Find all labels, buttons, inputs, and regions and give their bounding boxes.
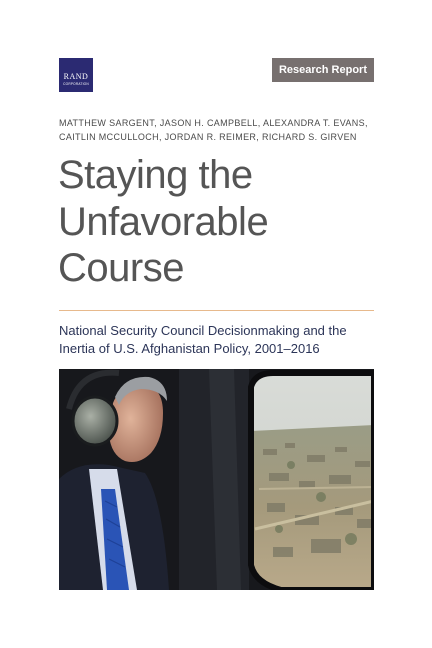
author-line: MATTHEW SARGENT, JASON H. CAMPBELL, ALEXANDRA T. EVANS, [59, 118, 368, 128]
helicopter-window-photo [59, 369, 374, 590]
subtitle-line: Inertia of U.S. Afghanistan Policy, 2001–2016 [59, 341, 320, 356]
author-list [59, 116, 379, 144]
logo-wordmark: RAND [63, 72, 89, 81]
rand-logo [59, 58, 93, 92]
report-title [58, 152, 378, 292]
research-report-badge: Research Report [272, 58, 374, 82]
report-subtitle [59, 322, 379, 358]
title-line: Course [58, 246, 184, 290]
cover-photo [59, 369, 374, 590]
subtitle-line: National Security Council Decisionmaking and the [59, 323, 347, 338]
author-line: CAITLIN MCCULLOCH, JORDAN R. REIMER, RICHARD S. GIRVEN [59, 132, 357, 142]
title-line: Unfavorable [58, 199, 269, 244]
logo-subtext: CORPORATION [63, 82, 89, 86]
window-view [251, 373, 374, 590]
title-divider [59, 310, 374, 311]
title-line: Staying the [58, 153, 253, 197]
